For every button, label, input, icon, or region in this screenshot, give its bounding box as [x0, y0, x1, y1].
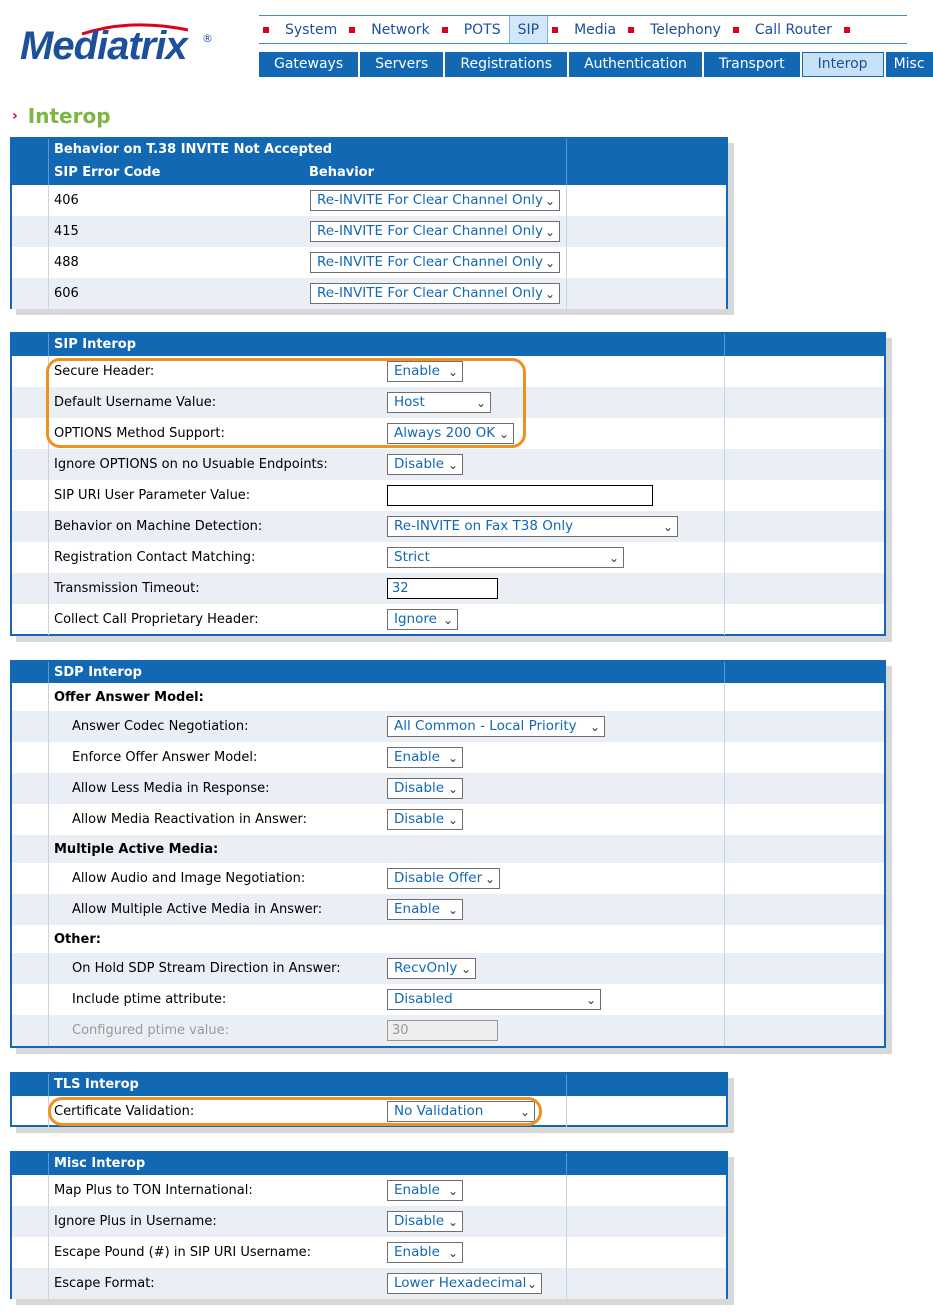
default-username-select[interactable] [387, 392, 491, 413]
chevron-down-icon: ⌄ [608, 551, 619, 565]
tls-interop-header [12, 1074, 726, 1096]
sip-uri-user-param-input[interactable] [387, 485, 653, 506]
offer-answer-heading: Offer Answer Model: [54, 689, 204, 705]
tab-registrations[interactable]: Registrations [445, 52, 567, 77]
multiple-media-label: Allow Multiple Active Media in Answer: [72, 902, 323, 917]
select-value: Disable [394, 456, 445, 472]
nav-pots[interactable]: POTS [463, 21, 501, 38]
media-reactivation-select[interactable] [387, 809, 463, 830]
multiple-active-media-heading: Multiple Active Media: [54, 841, 219, 857]
escape-pound-row [12, 1237, 726, 1268]
escape-pound-label: Escape Pound (#) in SIP URI Username: [54, 1245, 312, 1260]
registration-contact-select[interactable] [387, 547, 624, 568]
chevron-down-icon: ⌄ [585, 993, 596, 1007]
map-plus-row [12, 1175, 726, 1206]
table-row [12, 185, 726, 216]
options-method-row [12, 418, 884, 449]
sdp-interop-title: SDP Interop [54, 665, 142, 680]
select-value: RecvOnly [394, 960, 458, 976]
transmission-timeout-row [12, 573, 884, 604]
misc-interop-panel [10, 1151, 728, 1299]
select-value: Lower Hexadecimal [394, 1275, 527, 1291]
machine-detection-label: Behavior on Machine Detection: [54, 519, 263, 534]
ignore-options-select[interactable] [387, 454, 463, 475]
sip-interop-panel [10, 332, 886, 636]
audio-image-select[interactable] [387, 868, 500, 889]
on-hold-direction-row [12, 953, 884, 984]
chevron-down-icon: ⌄ [544, 256, 555, 270]
table-row [12, 278, 726, 309]
select-value: Enable [394, 1244, 440, 1260]
table-row [12, 216, 726, 247]
registration-contact-label: Registration Contact Matching: [54, 550, 256, 565]
select-value: No Validation [394, 1103, 484, 1119]
collect-call-select[interactable] [387, 609, 458, 630]
select-value: All Common - Local Priority [394, 718, 577, 734]
select-value: Disable [394, 1213, 445, 1229]
chevron-down-icon: ⌄ [544, 287, 555, 301]
select-value: Strict [394, 549, 430, 565]
misc-interop-title: Misc Interop [54, 1156, 146, 1171]
ignore-plus-row [12, 1206, 726, 1237]
tls-interop-title: TLS Interop [54, 1077, 139, 1092]
sip-error-code: 488 [54, 255, 79, 270]
title-chevron-icon: › [12, 108, 18, 124]
sip-error-code: 606 [54, 286, 79, 301]
mediatrix-logo [20, 24, 220, 74]
select-value: Enable [394, 901, 440, 917]
ptime-value-label: Configured ptime value: [72, 1023, 230, 1038]
select-value: Enable [394, 363, 440, 379]
select-value: Host [394, 394, 425, 410]
secure-header-row [12, 356, 884, 387]
collect-call-row [12, 604, 884, 635]
misc-interop-header [12, 1153, 726, 1175]
tab-authentication[interactable]: Authentication [569, 52, 702, 77]
select-value: Always 200 OK [394, 425, 496, 441]
audio-image-label: Allow Audio and Image Negotiation: [72, 871, 306, 886]
col-sip-error-code: SIP Error Code [54, 165, 161, 180]
secondary-nav [259, 52, 925, 77]
less-media-label: Allow Less Media in Response: [72, 781, 270, 796]
chevron-down-icon: ⌄ [484, 872, 495, 886]
multiple-media-row [12, 894, 884, 925]
multiple-media-select[interactable] [387, 899, 463, 920]
on-hold-direction-label: On Hold SDP Stream Direction in Answer: [72, 961, 341, 976]
nav-network[interactable]: Network [371, 21, 430, 38]
ptime-attribute-select[interactable] [387, 989, 601, 1010]
collect-call-label: Collect Call Proprietary Header: [54, 612, 259, 627]
chevron-down-icon: ⌄ [589, 720, 600, 734]
behavior-select[interactable] [310, 190, 560, 211]
chevron-down-icon: ⌄ [447, 751, 458, 765]
answer-codec-select[interactable] [387, 716, 605, 737]
chevron-down-icon: ⌄ [447, 903, 458, 917]
ptime-attribute-label: Include ptime attribute: [72, 992, 227, 1007]
map-plus-label: Map Plus to TON International: [54, 1183, 253, 1198]
answer-codec-row [12, 711, 884, 742]
sip-interop-title: SIP Interop [54, 337, 137, 352]
less-media-select[interactable] [387, 778, 463, 799]
behavior-select[interactable] [310, 221, 560, 242]
section-heading [12, 835, 884, 863]
chevron-down-icon: ⌄ [498, 427, 509, 441]
select-value: Disable [394, 780, 445, 796]
chevron-down-icon: ⌄ [662, 520, 673, 534]
machine-detection-select[interactable] [387, 516, 678, 537]
machine-detection-row [12, 511, 884, 542]
tab-transport[interactable]: Transport [704, 52, 800, 77]
nav-telephony[interactable]: Telephony [650, 21, 721, 38]
select-value: Disable Offer [394, 870, 483, 886]
sip-uri-user-param-row [12, 480, 884, 511]
escape-format-row [12, 1268, 726, 1299]
select-value: Re-INVITE For Clear Channel Only [317, 192, 543, 208]
nav-bullet-icon [552, 27, 558, 33]
col-behavior: Behavior [309, 165, 375, 180]
certificate-validation-row [12, 1096, 726, 1127]
nav-call-router[interactable]: Call Router [754, 21, 832, 38]
answer-codec-label: Answer Codec Negotiation: [72, 719, 249, 734]
logo-text: Mediatrix [20, 24, 187, 68]
sdp-interop-header [12, 662, 884, 683]
tab-misc[interactable]: Misc [886, 52, 933, 77]
chevron-down-icon: ⌄ [447, 1246, 458, 1260]
default-username-row [12, 387, 884, 418]
ignore-options-row [12, 449, 884, 480]
t38-panel [10, 137, 728, 309]
chevron-down-icon: ⌄ [442, 613, 453, 627]
section-heading [12, 683, 884, 711]
ptime-attribute-row [12, 984, 884, 1015]
certificate-validation-select[interactable] [387, 1101, 535, 1122]
audio-image-row [12, 863, 884, 894]
select-value: Re-INVITE For Clear Channel Only [317, 285, 543, 301]
other-heading: Other: [54, 931, 101, 947]
ignore-plus-select[interactable] [387, 1211, 463, 1232]
chevron-down-icon: ⌄ [447, 813, 458, 827]
chevron-down-icon: ⌄ [447, 365, 458, 379]
media-reactivation-label: Allow Media Reactivation in Answer: [72, 812, 307, 827]
enforce-offer-row [12, 742, 884, 773]
select-value: Ignore [394, 611, 437, 627]
ptime-value-row [12, 1015, 884, 1046]
less-media-row [12, 773, 884, 804]
tab-servers[interactable]: Servers [360, 52, 443, 77]
on-hold-direction-select[interactable] [387, 958, 476, 979]
behavior-select[interactable] [310, 252, 560, 273]
select-value: Re-INVITE on Fax T38 Only [394, 518, 574, 534]
nav-bullet-icon [628, 27, 634, 33]
page-title-text: Interop [27, 104, 111, 128]
sip-error-code: 415 [54, 224, 79, 239]
tab-interop[interactable]: Interop [802, 52, 884, 77]
options-method-select[interactable] [387, 423, 514, 444]
select-value: Disable [394, 811, 445, 827]
chevron-down-icon: ⌄ [447, 1184, 458, 1198]
tab-gateways[interactable]: Gateways [259, 52, 358, 77]
select-value: Re-INVITE For Clear Channel Only [317, 223, 543, 239]
transmission-timeout-input[interactable]: 32 [387, 578, 498, 599]
chevron-down-icon: ⌄ [447, 782, 458, 796]
chevron-down-icon: ⌄ [519, 1105, 530, 1119]
escape-format-select[interactable] [387, 1273, 542, 1294]
nav-bullet-icon [442, 27, 448, 33]
default-username-label: Default Username Value: [54, 395, 217, 410]
logo-registered: ® [202, 32, 213, 45]
primary-nav [259, 15, 907, 44]
secure-header-select[interactable] [387, 361, 463, 382]
nav-system[interactable]: System [285, 21, 338, 38]
enforce-offer-label: Enforce Offer Answer Model: [72, 750, 258, 765]
sip-interop-header [12, 334, 884, 356]
page-title [12, 104, 111, 128]
chevron-down-icon: ⌄ [475, 396, 486, 410]
chevron-down-icon: ⌄ [526, 1277, 537, 1291]
chevron-down-icon: ⌄ [544, 225, 555, 239]
ptime-value-input: 30 [387, 1020, 498, 1041]
select-value: Disabled [394, 991, 453, 1007]
nav-sip[interactable]: SIP [509, 16, 548, 43]
nav-bullet-icon [263, 27, 269, 33]
t38-title: Behavior on T.38 INVITE Not Accepted [54, 142, 333, 157]
certificate-validation-label: Certificate Validation: [54, 1104, 195, 1119]
escape-pound-select[interactable] [387, 1242, 463, 1263]
table-row [12, 247, 726, 278]
media-reactivation-row [12, 804, 884, 835]
t38-header [12, 139, 726, 185]
nav-bullet-icon [844, 27, 850, 33]
sdp-interop-panel [10, 660, 886, 1048]
map-plus-select[interactable] [387, 1180, 463, 1201]
ignore-plus-label: Ignore Plus in Username: [54, 1214, 217, 1229]
sip-error-code: 406 [54, 193, 79, 208]
sip-uri-user-param-label: SIP URI User Parameter Value: [54, 488, 251, 503]
options-method-label: OPTIONS Method Support: [54, 426, 225, 441]
registration-contact-row [12, 542, 884, 573]
enforce-offer-select[interactable] [387, 747, 463, 768]
ignore-options-label: Ignore OPTIONS on no Usuable Endpoints: [54, 457, 328, 472]
select-value: Enable [394, 1182, 440, 1198]
select-value: Re-INVITE For Clear Channel Only [317, 254, 543, 270]
chevron-down-icon: ⌄ [447, 458, 458, 472]
secure-header-label: Secure Header: [54, 364, 155, 379]
section-heading [12, 925, 884, 953]
nav-bullet-icon [733, 27, 739, 33]
chevron-down-icon: ⌄ [447, 1215, 458, 1229]
transmission-timeout-label: Transmission Timeout: [54, 581, 200, 596]
select-value: Enable [394, 749, 440, 765]
tls-interop-panel [10, 1072, 728, 1127]
nav-media[interactable]: Media [574, 21, 617, 38]
nav-bullet-icon [349, 27, 355, 33]
escape-format-label: Escape Format: [54, 1276, 155, 1291]
behavior-select[interactable] [310, 283, 560, 304]
chevron-down-icon: ⌄ [544, 194, 555, 208]
chevron-down-icon: ⌄ [460, 962, 471, 976]
